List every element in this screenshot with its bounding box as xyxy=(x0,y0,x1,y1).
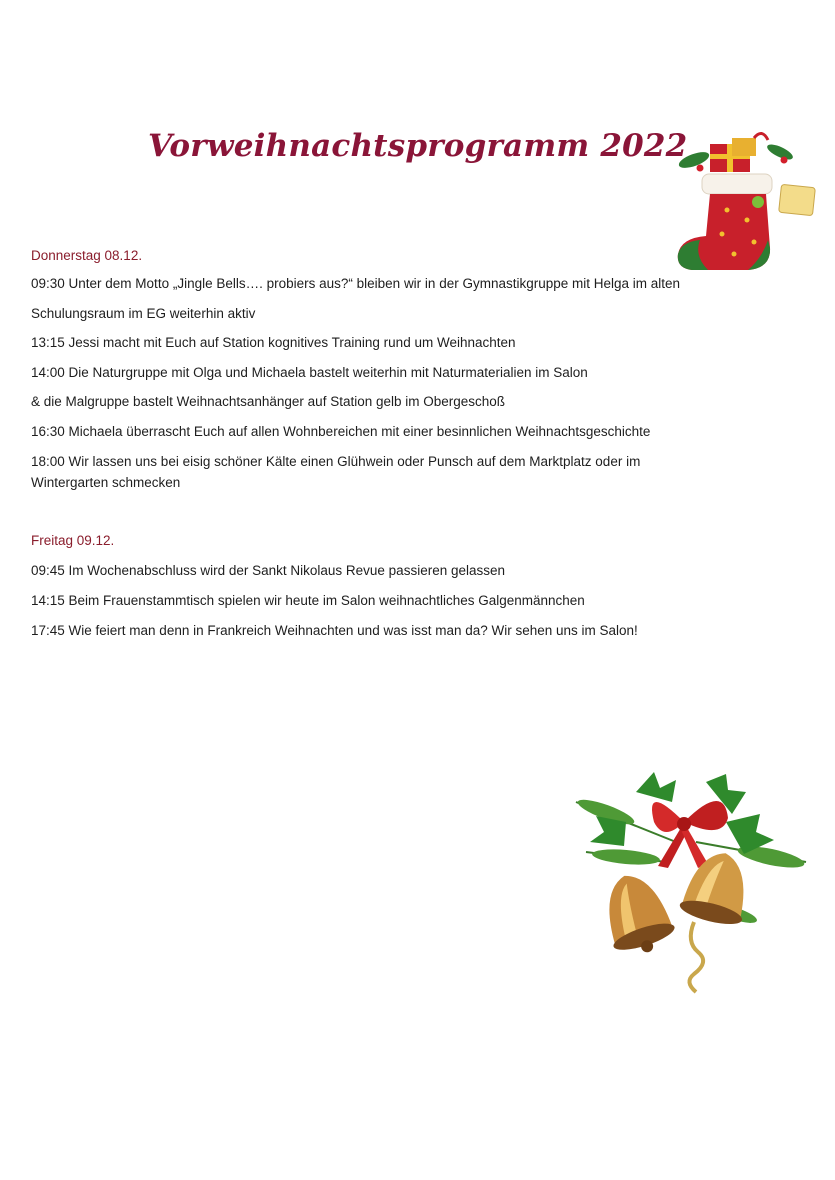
day-heading: Donnerstag 08.12. xyxy=(31,248,143,263)
christmas-bells-icon xyxy=(566,762,816,998)
program-entry: Schulungsraum im EG weiterhin aktiv xyxy=(31,306,256,321)
program-entry: 09:45 Im Wochenabschluss wird der Sankt Nikolaus Revue passieren gelassen xyxy=(31,563,506,578)
program-entry: & die Malgruppe bastelt Weihnachtsanhänger auf Station gelb im Obergeschoß xyxy=(31,394,506,409)
page-title: Vorweihnachtsprogramm 2022 xyxy=(148,128,688,164)
program-entry: 14:15 Beim Frauenstammtisch spielen wir heute im Salon weihnachtliches Galgenmännchen xyxy=(31,593,585,608)
program-entry: 18:00 Wir lassen uns bei eisig schöner Kälte einen Glühwein oder Punsch auf dem Marktplatz oder im Wintergarten schmecken xyxy=(31,454,641,490)
day-heading: Freitag 09.12. xyxy=(31,533,115,548)
program-entry: 14:00 Die Naturgruppe mit Olga und Michaela bastelt weiterhin mit Naturmaterialien im Salon xyxy=(31,365,588,380)
program-entry: 13:15 Jessi macht mit Euch auf Station kognitives Training rund um Weihnachten xyxy=(31,335,516,350)
program-entry: 17:45 Wie feiert man denn in Frankreich Weihnachten und was isst man da? Wir sehen uns im Salon! xyxy=(31,623,638,638)
christmas-stocking-icon xyxy=(672,130,822,280)
program-entry: 09:30 Unter dem Motto „Jingle Bells…. probiers aus?“ bleiben wir in der Gymnastikgruppe mit Helga im alten xyxy=(31,276,681,291)
program-entry: 16:30 Michaela überrascht Euch auf allen Wohnbereichen mit einer besinnlichen Weihnachtsgeschichte xyxy=(31,424,651,439)
